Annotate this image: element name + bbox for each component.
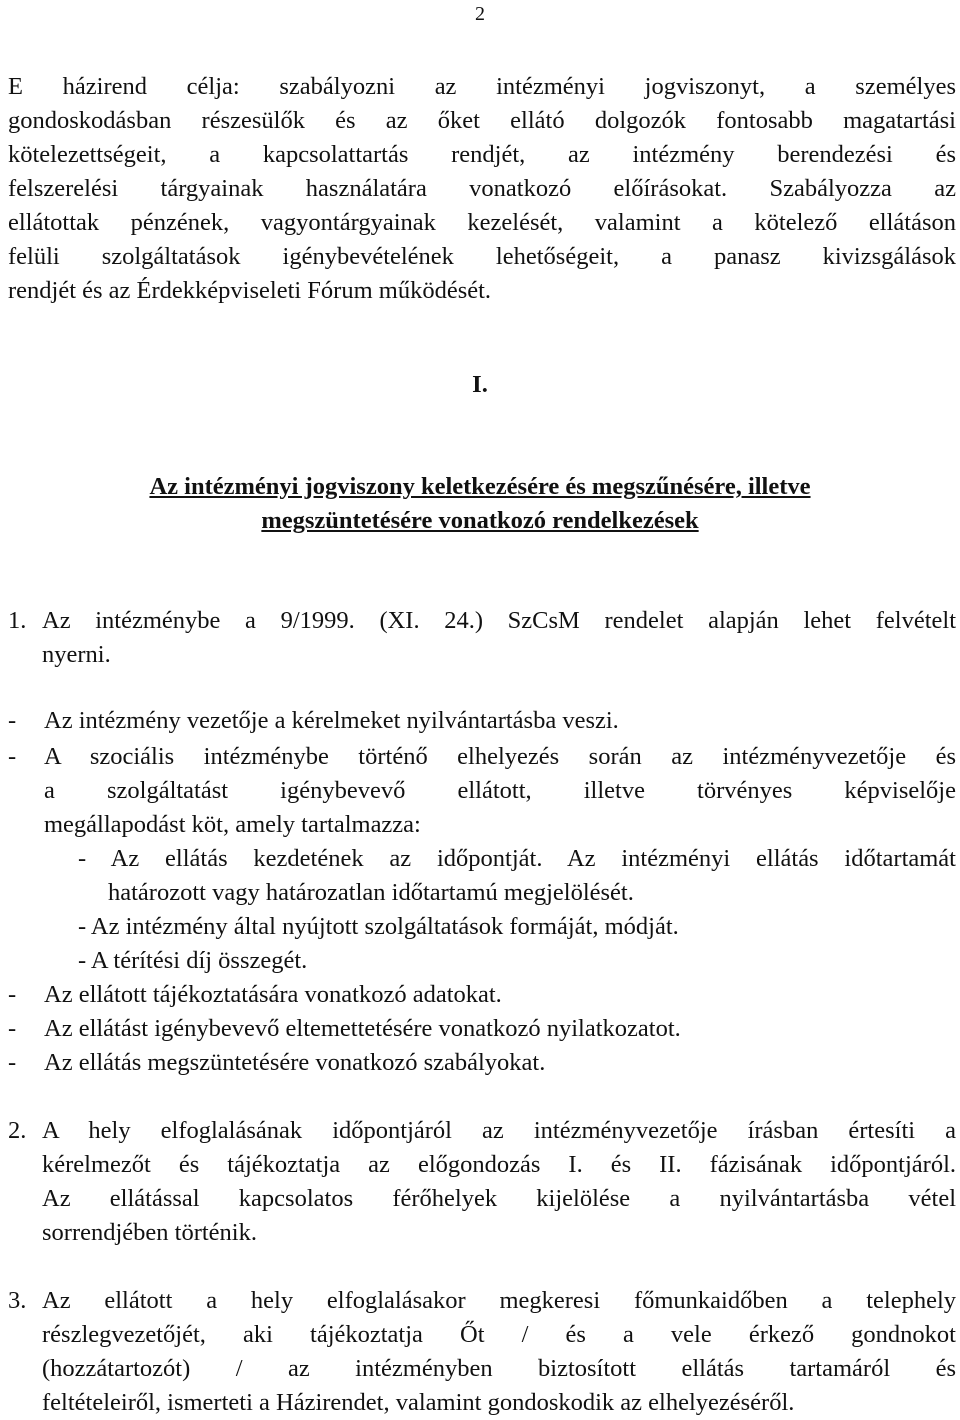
list-item-3 bbox=[8, 1284, 956, 1420]
dash-mark: - bbox=[8, 1049, 17, 1076]
item-line: részlegvezetőjét, aki tájékoztatja Őt / és a vele érkező gondnokot bbox=[42, 1321, 956, 1348]
sub-item-cont bbox=[8, 876, 956, 910]
section-number: I. bbox=[472, 371, 488, 398]
sub-item bbox=[8, 842, 956, 876]
intro-paragraph bbox=[8, 70, 956, 308]
dash-text: A szociális intézménybe történő elhelyezés során az intézményvezetője és bbox=[44, 743, 956, 770]
dash-item bbox=[8, 978, 956, 1012]
sub-item bbox=[8, 944, 956, 978]
intro-line: kötelezettségeit, a kapcsolattartás rendjét, az intézmény berendezési és bbox=[8, 141, 956, 168]
dash-mark: - bbox=[8, 707, 17, 734]
intro-line: E házirend célja: szabályozni az intézményi jogviszonyt, a személyes bbox=[8, 73, 956, 100]
item-line: Az ellátással kapcsolatos férőhelyek kijelölése a nyilvántartásba vétel bbox=[42, 1185, 956, 1212]
dash-text: Az ellátott tájékoztatására vonatkozó adatokat. bbox=[44, 981, 502, 1008]
dash-text: megállapodást köt, amely tartalmazza: bbox=[44, 811, 421, 838]
item-line: sorrendjében történik. bbox=[42, 1219, 257, 1246]
section-title-line: megszüntetésére vonatkozó rendelkezések bbox=[261, 507, 699, 534]
item-line: feltételeiről, ismerteti a Házirendet, valamint gondoskodik az elhelyezéséről. bbox=[42, 1389, 795, 1416]
dash-mark: - bbox=[8, 1015, 17, 1042]
list-item-1-cont bbox=[8, 638, 956, 672]
sub-text: - Az ellátás kezdetének az időpontját. Az intézményi ellátás időtartamát bbox=[78, 845, 956, 872]
section-title bbox=[0, 470, 960, 538]
item-line: Az ellátott a hely elfoglalásakor megkeresi főmunkaidőben a telephely bbox=[42, 1287, 956, 1314]
intro-line: rendjét és az Érdekképviseleti Fórum működését. bbox=[8, 277, 492, 304]
item-number: 1. bbox=[8, 607, 27, 634]
section-title-line: Az intézményi jogviszony keletkezésére és megszűnésére, illetve bbox=[149, 473, 811, 500]
intro-line: felüli szolgáltatások igénybevételének lehetőségeit, a panasz kivizsgálások bbox=[8, 243, 956, 270]
item-line: nyerni. bbox=[42, 641, 111, 668]
dash-text: Az ellátást igénybevevő eltemettetésére vonatkozó nyilatkozatot. bbox=[44, 1015, 681, 1042]
item-line: kérelmezőt és tájékoztatja az előgondozás I. és II. fázisának időpontjáról. bbox=[42, 1151, 956, 1178]
list-item-2 bbox=[8, 1114, 956, 1250]
dash-text: a szolgáltatást igénybevevő ellátott, illetve törvényes képviselője bbox=[44, 777, 956, 804]
item-line: Az intézménybe a 9/1999. (XI. 24.) SzCsM rendelet alapján lehet felvételt bbox=[42, 607, 956, 634]
item-number: 3. bbox=[8, 1287, 27, 1314]
dash-mark: - bbox=[8, 743, 17, 770]
sub-text: - Az intézmény által nyújtott szolgáltatások formáját, módját. bbox=[78, 913, 679, 940]
dash-mark: - bbox=[8, 981, 17, 1008]
dash-text: Az ellátás megszüntetésére vonatkozó szabályokat. bbox=[44, 1049, 546, 1076]
intro-line: ellátottak pénzének, vagyontárgyainak kezelését, valamint a kötelező ellátáson bbox=[8, 209, 956, 236]
dash-item bbox=[8, 740, 956, 842]
item-number: 2. bbox=[8, 1117, 27, 1144]
page-number: 2 bbox=[475, 3, 485, 25]
item-line: A hely elfoglalásának időpontjáról az intézményvezetője írásban értesíti a bbox=[42, 1117, 956, 1144]
dash-item bbox=[8, 704, 956, 738]
sub-item bbox=[8, 910, 956, 944]
sub-text: - A térítési díj összegét. bbox=[78, 947, 308, 974]
dash-text: Az intézmény vezetője a kérelmeket nyilvántartásba veszi. bbox=[44, 707, 619, 734]
dash-item bbox=[8, 1012, 956, 1046]
intro-line: felszerelési tárgyainak használatára vonatkozó előírásokat. Szabályozza az bbox=[8, 175, 956, 202]
dash-item bbox=[8, 1046, 956, 1080]
sub-text: határozott vagy határozatlan időtartamú megjelölését. bbox=[108, 879, 634, 906]
item-line: (hozzátartozót) / az intézményben biztosított ellátás tartamáról és bbox=[42, 1355, 956, 1382]
list-item-1 bbox=[8, 604, 956, 638]
intro-line: gondoskodásban részesülők és az őket ellátó dolgozók fontosabb magatartási bbox=[8, 107, 956, 134]
